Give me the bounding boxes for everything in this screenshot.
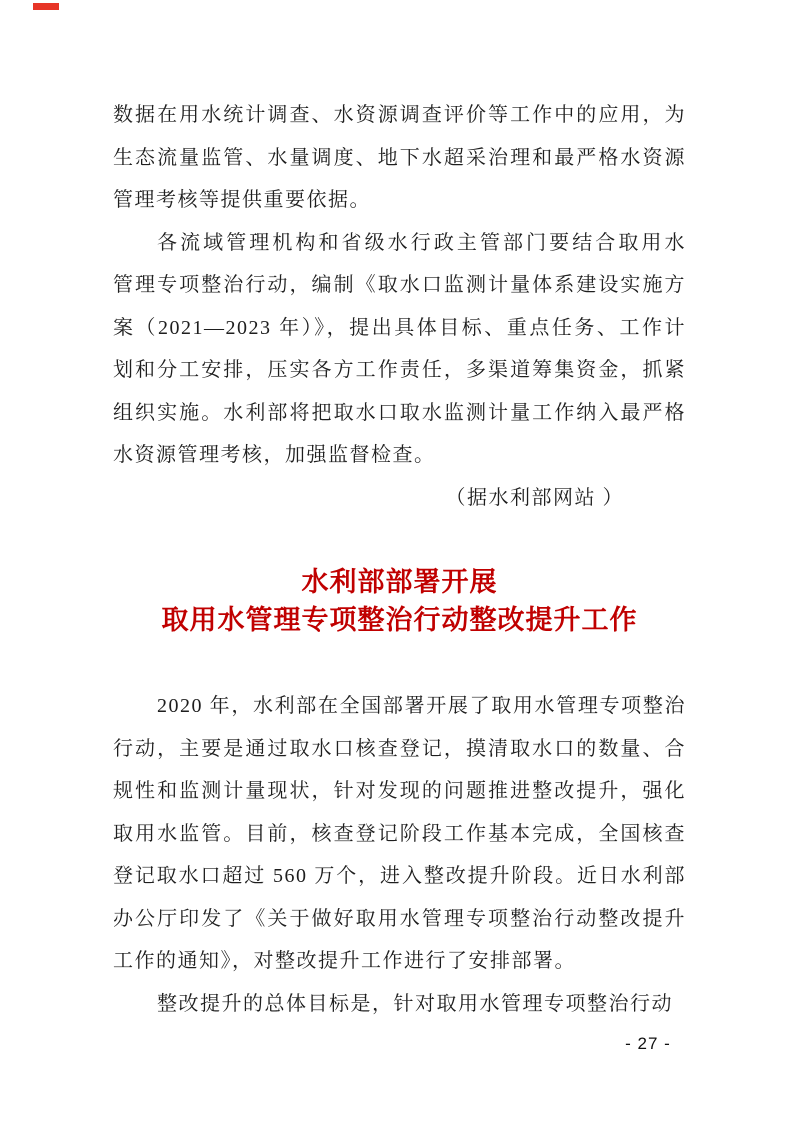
text-line: 水资源管理考核，加强监督检查。 [113,444,436,466]
text-line: 办公厅印发了《关于做好取用水管理专项整治行动整改提升 [113,907,686,930]
previous-article-body [113,94,686,519]
page-number: - 27 - [625,1034,671,1053]
article-title [113,563,686,639]
paragraph [113,685,686,983]
text-line: 规性和监测计量现状，针对发现的问题推进整改提升，强化 [113,780,686,802]
paragraph [113,94,686,222]
text-line: 划和分工安排，压实各方工作责任，多渠道筹集资金，抓紧 [113,359,686,381]
text-line: 各流域管理机构和省级水行政主管部门要结合取用水 [157,231,686,254]
paragraph [113,983,686,1026]
text-line: 取用水监管。目前，核查登记阶段工作基本完成，全国核查 [113,822,686,845]
text-line: 组织实施。水利部将把取水口取水监测计量工作纳入最严格 [113,401,686,424]
page-content [113,94,686,1025]
article-title-line-2: 取用水管理专项整治行动整改提升工作 [161,605,638,635]
article-body [113,685,686,1025]
text-line: 登记取水口超过 560 万个，进入整改提升阶段。近日水利部 [113,865,686,887]
paragraph [113,222,686,477]
text-line: 工作的通知》，对整改提升工作进行了安排部署。 [113,950,576,972]
source-attribution: （据水利部网站 ） [445,486,624,509]
text-line: 管理考核等提供重要依据。 [113,189,371,211]
text-line: 行动，主要是通过取水口核查登记，摸清取水口的数量、合 [113,737,686,760]
text-line: 管理专项整治行动，编制《取水口监测计量体系建设实施方 [113,274,686,296]
text-line: 数据在用水统计调查、水资源调查评价等工作中的应用，为 [113,104,686,126]
text-line: 生态流量监管、水量调度、地下水超采治理和最严格水资源 [113,146,686,169]
text-line: 整改提升的总体目标是，针对取用水管理专项整治行动 [157,992,673,1015]
text-line: 案（2021—2023 年）》，提出具体目标、重点任务、工作计 [113,316,686,339]
red-edge-mark [33,3,59,10]
text-line: 2020 年，水利部在全国部署开展了取用水管理专项整治 [157,695,686,717]
article-title-line-1: 水利部部署开展 [301,567,498,597]
